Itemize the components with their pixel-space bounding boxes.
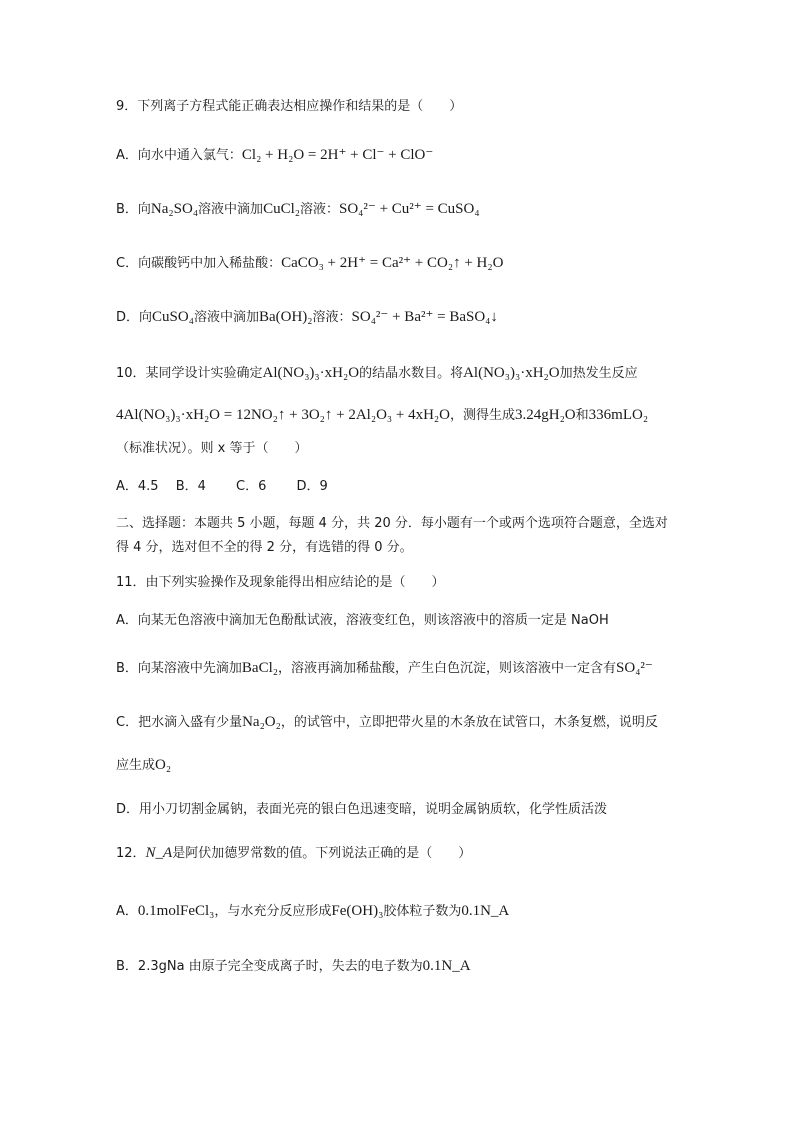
q9-option-b-label-pre: B．向 [116, 202, 151, 217]
q9-option-b [116, 200, 480, 219]
q11-option-c-post: ，的试管中，立即把带火星的木条放在试管口，木条复燃，说明反 [280, 715, 658, 730]
q9-option-b-label-post: 溶液： [299, 202, 339, 217]
q9-option-d-label-pre: D．向 [116, 310, 153, 325]
q12-stem [116, 844, 471, 863]
q12-option-a-label: A． [116, 904, 138, 919]
q12-option-a-post: 胶体粒子数为 [383, 904, 462, 919]
q11-option-c-line2-text: 应生成 [116, 758, 156, 773]
q10-mass: 3.24gH₂O [515, 407, 576, 423]
q9-option-d-reagent2: Ba(OH)₂ [258, 309, 313, 325]
q11-option-c [116, 713, 658, 732]
q9-option-d-reagent1: CuSO₄ [152, 309, 194, 325]
q10-volume: 336mLO₂ [588, 407, 649, 423]
q11-option-c-pre: C．把水滴入盛有少量 [116, 715, 243, 730]
q10-line2 [116, 406, 648, 425]
q11-option-b [116, 659, 653, 678]
q10-line1-post: 加热发生反应 [559, 366, 638, 381]
q10-formula: Al(NO₃)₃·xH₂O [262, 365, 360, 381]
q10-line1 [116, 364, 638, 383]
q9-option-d-label-mid: 溶液中滴加 [193, 310, 259, 325]
q12-option-b [116, 957, 471, 976]
q9-option-d-equation: SO₄²⁻ + Ba²⁺ = BaSO₄↓ [351, 309, 498, 325]
q12-option-b-value: 0.1N_A [422, 958, 471, 974]
q12-option-a-value: 0.1N_A [461, 903, 510, 919]
q9-option-a-label: A．向水中通入氯气： [116, 148, 242, 163]
q11-option-c-line2 [116, 756, 171, 775]
q10-equation: 4Al(NO₃)₃·xH₂O = 12NO₂↑ + 3O₂↑ + 2Al₂O₃ + 4xH₂O [116, 407, 450, 423]
q11-option-c-reagent: Na₂O₂ [242, 714, 281, 730]
q9-option-c-equation: CaCO₃ + 2H⁺ = Ca²⁺ + CO₂↑ + H₂O [281, 255, 504, 271]
q9-option-b-reagent2: CuCl₂ [263, 201, 300, 217]
q10-line3: （标准状况）。则 x 等于（ ） [116, 441, 308, 456]
section2-line1: 二、选择题：本题共 5 小题，每题 4 分，共 20 分．每小题有一个或两个选项符合题意，全选对 [116, 516, 668, 531]
q12-option-b-pre: B．2.3gNa 由原子完全变成离子时，失去的电子数为 [116, 959, 423, 974]
q12-stem-text: 是阿伏加德罗常数的值。下列说法正确的是（ ） [172, 846, 472, 861]
q9-option-b-equation: SO₄²⁻ + Cu²⁺ = CuSO₄ [339, 201, 480, 217]
q11-option-b-ion: SO₄²⁻ [616, 660, 653, 676]
q10-line1-mid: 的结晶水数目。将 [359, 366, 464, 381]
q10-formula-repeat: Al(NO₃)₃·xH₂O [463, 365, 560, 381]
q11-option-a: A．向某无色溶液中滴加无色酚酞试液，溶液变红色，则该溶液中的溶质一定是 NaOH [116, 613, 609, 628]
q9-option-b-reagent1: Na₂SO₄ [150, 201, 199, 217]
q9-option-b-label-mid: 溶液中滴加 [198, 202, 264, 217]
q10-options: A．4.5 B．4 C．6 D．9 [116, 479, 328, 494]
q11-stem: 11．由下列实验操作及现象能得出相应结论的是（ ） [116, 575, 445, 590]
q12-option-a-amount: 0.1molFeCl₃ [137, 903, 215, 919]
q10-line2-mid: ，测得生成 [449, 408, 515, 423]
q11-option-b-post: ，溶液再滴加稀盐酸，产生白色沉淀，则该溶液中一定含有 [278, 661, 617, 676]
q10-line1-pre: 10．某同学设计实验确定 [116, 366, 263, 381]
q9-option-c [116, 254, 503, 273]
q12-option-a [116, 902, 509, 921]
q12-option-a-colloid: Fe(OH)₃ [331, 903, 384, 919]
q9-option-d-label-post: 溶液： [312, 310, 352, 325]
q9-option-a-equation: Cl₂ + H₂O = 2H⁺ + Cl⁻ + ClO⁻ [241, 147, 434, 163]
q9-option-c-label: C．向碳酸钙中加入稀盐酸： [116, 256, 282, 271]
q9-option-a [116, 146, 433, 165]
q11-option-b-pre: B．向某溶液中先滴加 [116, 661, 242, 676]
q9-stem: 9．下列离子方程式能正确表达相应操作和结果的是（ ） [116, 99, 463, 114]
q11-option-b-reagent: BaCl₂ [241, 660, 278, 676]
q12-number: 12． [116, 846, 146, 861]
q12-option-a-mid: ，与水充分反应形成 [214, 904, 332, 919]
section2-line2: 得 4 分，选对但不全的得 2 分，有选错的得 0 分。 [116, 540, 413, 555]
q12-na-symbol: N_A [145, 845, 173, 861]
q9-option-d [116, 308, 498, 327]
q10-line2-and: 和 [575, 408, 589, 423]
q11-option-d: D．用小刀切割金属钠，表面光亮的银白色迅速变暗，说明金属钠质软，化学性质活泼 [116, 802, 608, 817]
q11-option-c-gas: O₂ [155, 757, 172, 773]
